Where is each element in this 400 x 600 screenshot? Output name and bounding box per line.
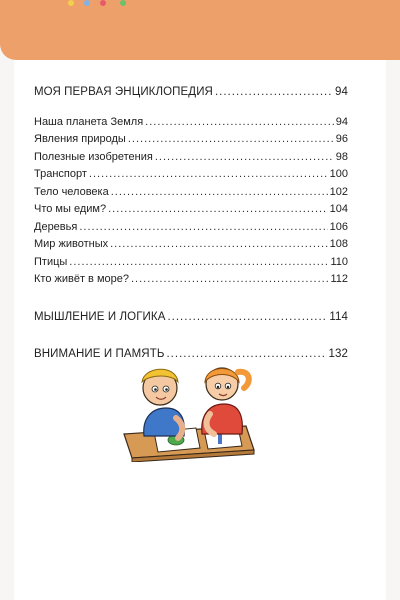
top-banner (0, 0, 400, 60)
banner-dot-icon (84, 0, 90, 6)
toc-page-number: 100 (329, 168, 348, 180)
toc-label: Кто живёт в море? (34, 273, 129, 285)
toc-label: МЫШЛЕНИЕ И ЛОГИКА (34, 310, 166, 323)
toc-page-number: 104 (329, 203, 348, 215)
toc-item[interactable] (34, 184, 348, 202)
toc-label: Что мы едим? (34, 203, 107, 215)
toc-page-number: 106 (329, 220, 348, 233)
toc-item[interactable] (34, 236, 348, 254)
toc-label: МОЯ ПЕРВАЯ ЭНЦИКЛОПЕДИЯ (34, 86, 213, 98)
toc-label: Тело человека (34, 185, 109, 198)
toc-label: Птицы (34, 255, 68, 268)
toc-leader-dots (155, 149, 334, 167)
toc-leader-dots (167, 309, 327, 327)
children-drawing-illustration (118, 352, 258, 462)
toc-leader-dots (131, 271, 328, 289)
toc-page-number: 132 (328, 348, 348, 360)
toc-page-number: 102 (329, 185, 348, 198)
toc-item[interactable] (34, 219, 348, 237)
toc-leader-dots (79, 219, 327, 237)
toc-page-number: 94 (335, 86, 348, 98)
toc-leader-dots (89, 166, 328, 184)
toc-section-encyclopedia[interactable] (34, 84, 348, 102)
toc-leader-dots (215, 84, 333, 102)
toc-leader-dots (111, 184, 328, 202)
toc-leader-dots (110, 236, 328, 254)
toc-label: Транспорт (34, 168, 87, 180)
toc-page-number: 112 (330, 273, 348, 285)
toc-item[interactable] (34, 166, 348, 184)
children-drawing-icon (118, 352, 258, 462)
toc-page-number: 94 (335, 115, 348, 128)
banner-dot-icon (68, 0, 74, 6)
toc-label: Мир животных (34, 238, 109, 250)
toc-label: Полезные изобретения (34, 150, 153, 163)
toc-item[interactable] (34, 149, 348, 167)
banner-dot-icon (100, 0, 106, 6)
toc-label: ВНИМАНИЕ И ПАМЯТЬ (34, 348, 165, 360)
toc-item[interactable] (34, 201, 348, 219)
toc-page-number: 96 (335, 133, 348, 145)
toc-item[interactable] (34, 131, 348, 149)
toc-page-number: 98 (335, 150, 348, 163)
toc-page-number: 108 (329, 238, 348, 250)
toc-leader-dots (108, 201, 328, 219)
banner-dot-icon (120, 0, 126, 6)
toc-page-number: 110 (330, 255, 348, 268)
table-of-contents (34, 84, 348, 364)
toc-label: Деревья (34, 220, 78, 233)
toc-leader-dots (128, 131, 334, 149)
toc-label: Явления природы (34, 133, 126, 145)
toc-leader-dots (145, 114, 334, 132)
toc-label: Наша планета Земля (34, 115, 144, 128)
toc-leader-dots (69, 254, 328, 272)
toc-item[interactable] (34, 114, 348, 132)
toc-item[interactable] (34, 254, 348, 272)
toc-page-number: 114 (329, 310, 348, 323)
toc-section-thinking-logic[interactable] (34, 309, 348, 327)
toc-item[interactable] (34, 271, 348, 289)
